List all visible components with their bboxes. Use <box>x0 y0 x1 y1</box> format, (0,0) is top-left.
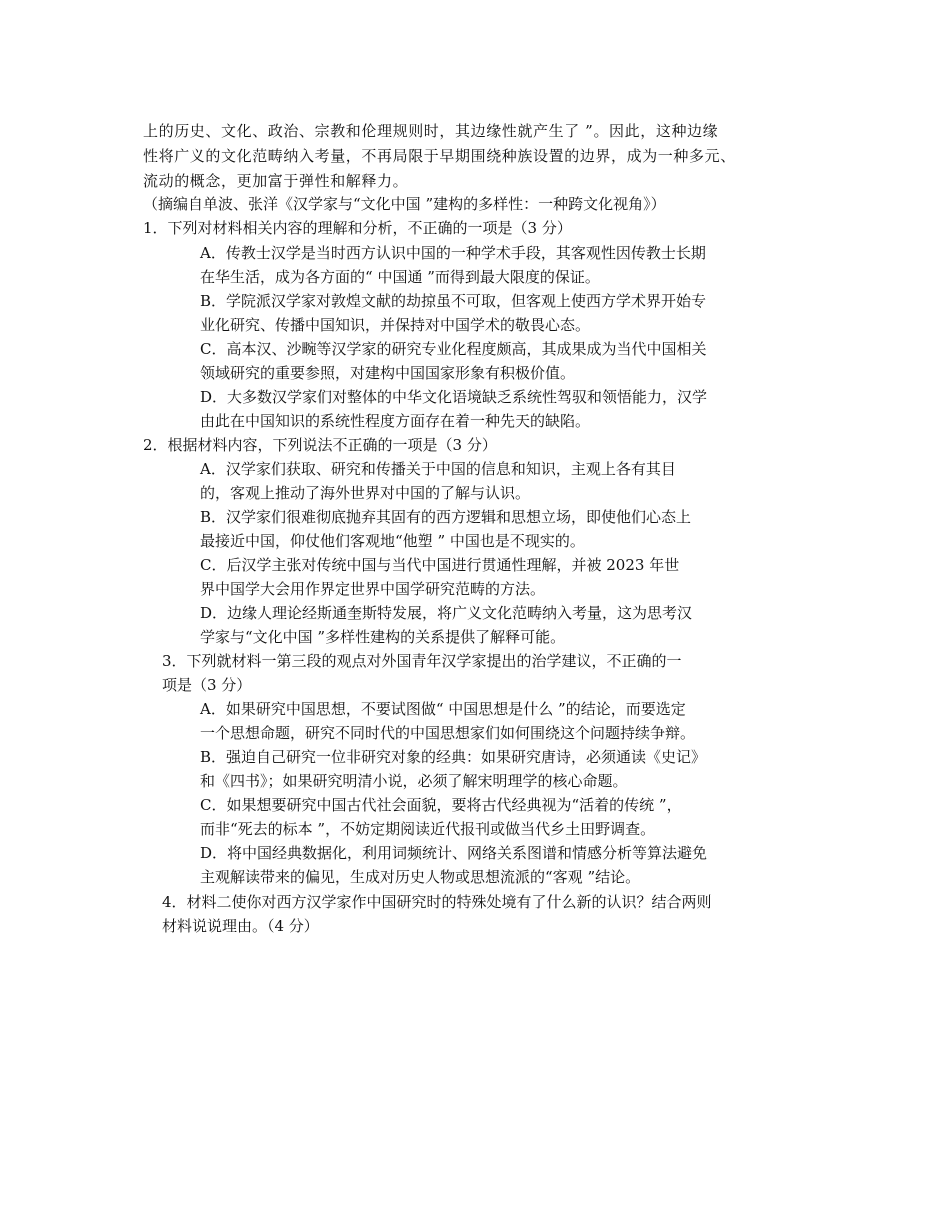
question-stem: 1．下列对材料相关内容的理解和分析，不正确的一项是（3 分） <box>143 219 572 237</box>
option-d: D．大多数汉学家们对整体的中华文化语境缺乏系统性驾驭和领悟能力，汉学 <box>200 388 708 406</box>
option-c: 而非“死去的标本 ”，不妨定期阅读近代报刊或做当代乡土田野调查。 <box>200 820 656 838</box>
option-a: A．汉学家们获取、研究和传播关于中国的信息和知识，主观上各有其目 <box>200 460 676 478</box>
option-c: C．如果想要研究中国古代社会面貌，要将古代经典视为“活着的传统 ”， <box>200 796 682 814</box>
option-c: 界中国学大会用作界定世界中国学研究范畴的方法。 <box>200 580 546 598</box>
intro-line: 上的历史、文化、政治、宗教和伦理规则时，其边缘性就产生了 ”。因此，这种边缘 <box>143 122 719 140</box>
option-b: B．强迫自己研究一位非研究对象的经典：如果研究唐诗，必须通读《史记》 <box>200 748 707 766</box>
question-stem: 4．材料二使你对西方汉学家作中国研究时的特殊处境有了什么新的认识？结合两则 <box>162 893 712 911</box>
option-d: D．将中国经典数据化，利用词频统计、网络关系图谱和情感分析等算法避免 <box>200 844 708 862</box>
option-d: 由此在中国知识的系统性程度方面存在着一种先天的缺陷。 <box>200 412 591 430</box>
option-a: 一个思想命题，研究不同时代的中国思想家们如何围绕这个问题持续争辩。 <box>200 724 696 742</box>
option-b: 最接近中国，仰仗他们客观地“他塑 ” 中国也是不现实的。 <box>200 532 585 550</box>
option-d: D．边缘人理论经斯通奎斯特发展，将广义文化范畴纳入考量，这为思考汉 <box>200 604 693 622</box>
intro-line: 性将广义的文化范畴纳入考量，不再局限于早期围绕种族设置的边界，成为一种多元、 <box>143 147 736 165</box>
intro-line: 流动的概念，更加富于弹性和解释力。 <box>143 172 409 190</box>
question-stem: 2．根据材料内容，下列说法不正确的一项是（3 分） <box>143 436 497 454</box>
question-stem: 3．下列就材料一第三段的观点对外国青年汉学家提出的治学建议，不正确的一 <box>162 652 682 670</box>
option-d: 主观解读带来的偏见，生成对历史人物或思想流派的“客观 ”结论。 <box>200 868 641 886</box>
option-c: C．后汉学主张对传统中国与当代中国进行贯通性理解，并被 2023 年世 <box>200 556 680 574</box>
option-a: A．传教士汉学是当时西方认识中国的一种学术手段，其客观性因传教士长期 <box>200 244 706 262</box>
option-c: C．高本汉、沙畹等汉学家的研究专业化程度颇高，其成果成为当代中国相关 <box>200 340 707 358</box>
option-b: B．汉学家们很难彻底抛弃其固有的西方逻辑和思想立场，即使他们心态上 <box>200 508 692 526</box>
option-c: 领域研究的重要参照，对建构中国国家形象有积极价值。 <box>200 364 576 382</box>
option-a: A．如果研究中国思想，不要试图做“ 中国思想是什么 ”的结论，而要选定 <box>200 700 686 718</box>
option-b: B．学院派汉学家对敦煌文献的劫掠虽不可取，但客观上使西方学术界开始专 <box>200 292 707 310</box>
question-stem: 项是（3 分） <box>162 676 252 694</box>
option-a: 的，客观上推动了海外世界对中国的了解与认识。 <box>200 484 531 502</box>
question-stem: 材料说说理由。（4 分） <box>162 917 319 935</box>
option-d: 学家与“文化中国 ”多样性建构的关系提供了解释可能。 <box>200 628 566 646</box>
option-b: 业化研究、传播中国知识，并保持对中国学术的敬畏心态。 <box>200 316 591 334</box>
option-a: 在华生活，成为各方面的“ 中国通 ”而得到最大限度的保证。 <box>200 268 600 286</box>
source-citation: （摘编自单波、张洋《汉学家与“文化中国 ”建构的多样性：一种跨文化视角》） <box>143 195 666 213</box>
option-b: 和《四书》；如果研究明清小说，必须了解宋明理学的核心命题。 <box>200 772 628 790</box>
